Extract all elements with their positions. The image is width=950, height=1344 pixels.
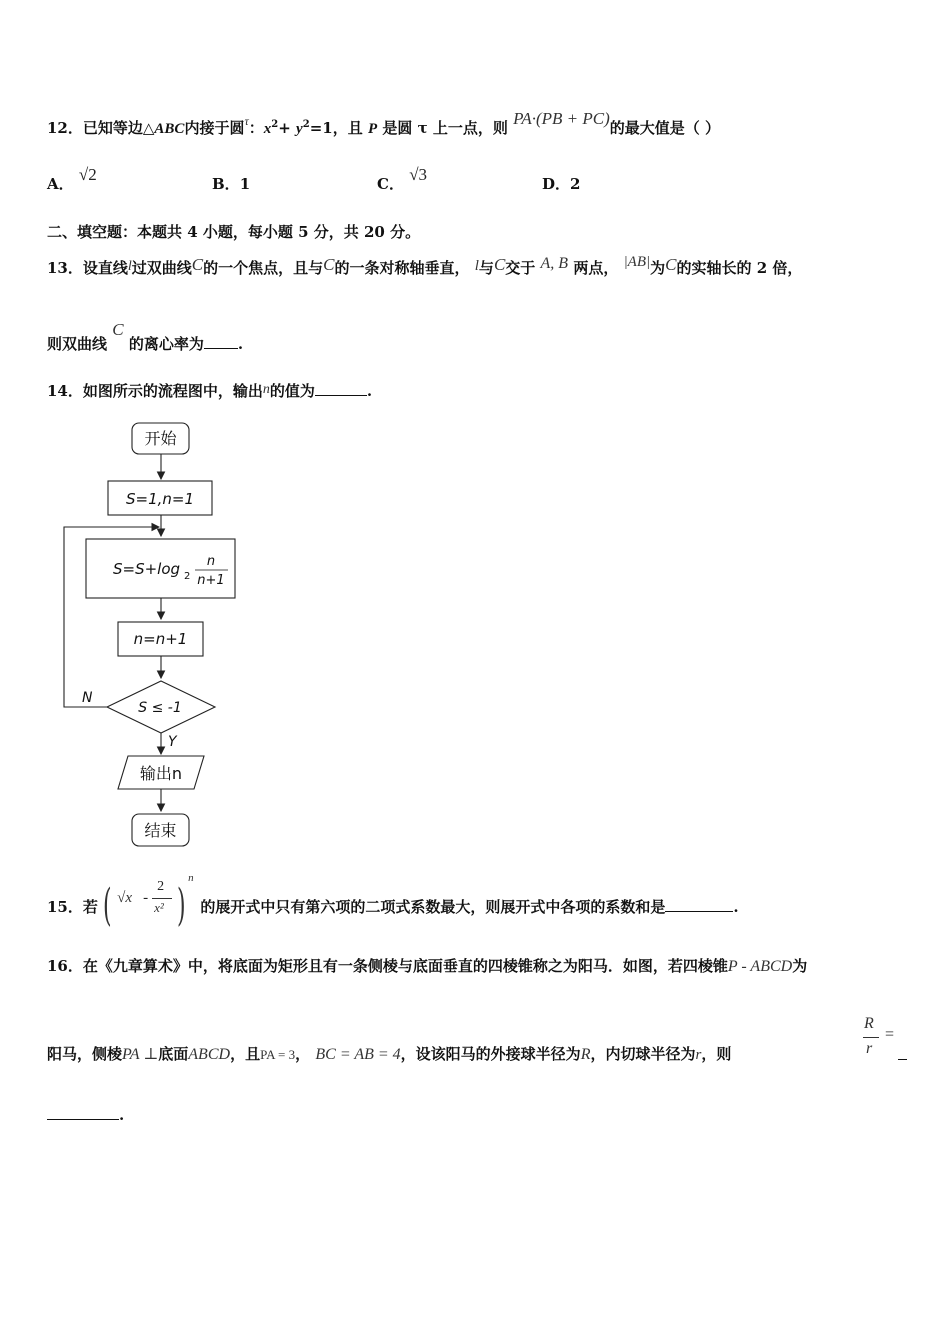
q15-sqrt-x: √x	[117, 890, 133, 906]
q12-tau: τ	[244, 114, 249, 128]
flow-start-label: 开始	[144, 429, 177, 448]
answer-blank[interactable]	[665, 911, 733, 912]
q13-l: l	[474, 258, 479, 274]
q16-text: ，设该阳马的外接球半径为	[400, 1045, 581, 1063]
q16-text: 底面	[158, 1045, 189, 1063]
q16-fraction	[863, 1015, 908, 1065]
option-label: C．	[377, 175, 404, 193]
q15-minus: -	[143, 890, 149, 906]
q16-period: .	[119, 1106, 125, 1124]
answer-blank[interactable]	[47, 1119, 119, 1120]
q13-points: A, B	[540, 255, 569, 272]
flow-condition-label: S ≤ -1	[138, 700, 182, 716]
flow-no-label: N	[82, 690, 93, 706]
q12-vector-expression: PA·(PB + PC)	[513, 109, 610, 128]
q12-text: =1，且	[309, 119, 363, 137]
q14-text: 的值为	[269, 382, 315, 400]
q14-period: .	[366, 382, 373, 400]
q14-n: n	[262, 382, 270, 397]
q16-answer-line	[47, 1106, 124, 1124]
q16-text: 为	[792, 957, 808, 975]
q13-c: C	[191, 255, 204, 274]
q12-y: y	[296, 121, 303, 137]
q16-stem	[47, 955, 807, 976]
q16-frac-num: R	[864, 1015, 874, 1032]
q12-text: 是圆 τ 上一点，则	[382, 119, 508, 137]
q16-stem-line2	[47, 1043, 731, 1064]
q15-period: .	[733, 898, 739, 916]
q16-small-r: r	[695, 1047, 702, 1063]
q13-text: 的一条对称轴垂直，	[334, 259, 470, 277]
q13-number: 13．	[47, 259, 83, 277]
q16-text: ，且	[230, 1045, 261, 1063]
q12-text: 已知等边△	[82, 119, 155, 137]
q13-text: 交于	[505, 259, 536, 277]
q13-text: 的一个焦点，且与	[203, 259, 324, 277]
q12-stem: 12．已知等边△ABC内接于圆$^\tau$：$x^2+ y^2=1$，且 P 是圆 τ 上一点，则 PA·(PB + PC)的最大值是（ ）	[47, 109, 720, 137]
q12-abc: ABC	[154, 121, 185, 137]
q16-number: 16．	[47, 957, 83, 975]
q13-c: C	[112, 320, 124, 339]
option-label: B．	[212, 175, 240, 193]
q15-text: 若	[82, 898, 98, 916]
flow-frac-num: n	[206, 554, 216, 569]
flow-frac-den: n+1	[197, 573, 225, 588]
q16-text: ，内切球半径为	[590, 1045, 696, 1063]
flow-end-label: 结束	[144, 821, 177, 840]
q13-text: 过双曲线	[131, 259, 192, 277]
q12-x: x	[263, 121, 272, 137]
q12-number: 12．	[47, 119, 83, 137]
q15-text: 的展开式中只有第六项的二项式系数最大，则展开式中各项的系数和是	[200, 898, 666, 916]
q13-text: 与	[478, 259, 494, 277]
option-label: D．	[542, 175, 571, 193]
q16-equals: =	[885, 1026, 895, 1043]
q15-frac-num: 2	[157, 879, 165, 894]
option-value: 1	[239, 175, 251, 193]
q16-bc-ab: BC = AB = 4	[315, 1046, 401, 1063]
option-value: √3	[409, 165, 428, 184]
q13-c: C	[323, 255, 335, 274]
flow-yes-label: Y	[168, 734, 177, 750]
q13-text: 两点，	[573, 259, 619, 277]
q14-text: 如图所示的流程图中，输出	[82, 382, 263, 400]
q15-binomial-expression: ( √x - 2 x² ) n	[103, 872, 194, 931]
q16-abcd: ABCD	[188, 1046, 231, 1063]
q13-text: 则双曲线	[47, 335, 108, 353]
q12-text: ：	[248, 119, 264, 137]
flow-loop-back	[64, 527, 159, 707]
option-value: 2	[570, 175, 581, 193]
q16-pa-value: PA = 3	[260, 1047, 296, 1062]
q12-plus: +	[278, 119, 291, 137]
q15-number: 15．	[47, 898, 83, 916]
q15-frac-den: x²	[154, 900, 164, 915]
flow-log-base: 2	[184, 571, 191, 582]
q12-text: 内接于圆	[184, 119, 245, 137]
q16-text: 阳马，侧棱	[47, 1045, 123, 1063]
q13-c: C	[493, 255, 506, 274]
flow-increment-label: n=n+1	[133, 630, 188, 648]
q12-text: 的最大值是（ ）	[609, 119, 720, 137]
q16-pyramid: P - ABCD	[727, 958, 793, 975]
q16-big-r: R	[580, 1046, 591, 1063]
q13-abs-ab: |AB|	[623, 254, 651, 270]
q16-frac-den: r	[866, 1040, 873, 1057]
q13-text: 的实轴长的 2 倍，	[676, 259, 803, 277]
q12-p: P	[367, 121, 378, 137]
option-label: A．	[47, 175, 74, 193]
q13-text: 设直线	[82, 259, 128, 277]
section-heading: 二、填空题：本题共 4 小题，每小题 5 分，共 20 分。	[47, 223, 421, 241]
q15-stem	[47, 872, 739, 931]
flow-output-label: 输出n	[139, 764, 183, 783]
q15-exponent: n	[188, 872, 194, 884]
flow-update-s-label: S=S+log	[113, 560, 181, 578]
q14-number: 14．	[47, 382, 83, 400]
flow-init-label: S=1,n=1	[125, 490, 195, 508]
q16-pa-perp: PA ⊥	[122, 1046, 159, 1063]
q13-l: l	[127, 259, 132, 274]
q16-text: 在《九章算术》中，将底面为矩形且有一条侧棱与底面垂直的四棱锥称之为阳马．如图，若四棱锥	[82, 957, 728, 975]
q16-text: ，则	[701, 1045, 732, 1063]
q13-c: C	[665, 255, 677, 274]
option-value: √2	[78, 165, 97, 184]
q13-text: 为	[650, 259, 666, 277]
q16-text: ，	[295, 1045, 311, 1063]
q13-period: .	[237, 335, 244, 353]
q13-text: 的离心率为	[128, 335, 204, 353]
